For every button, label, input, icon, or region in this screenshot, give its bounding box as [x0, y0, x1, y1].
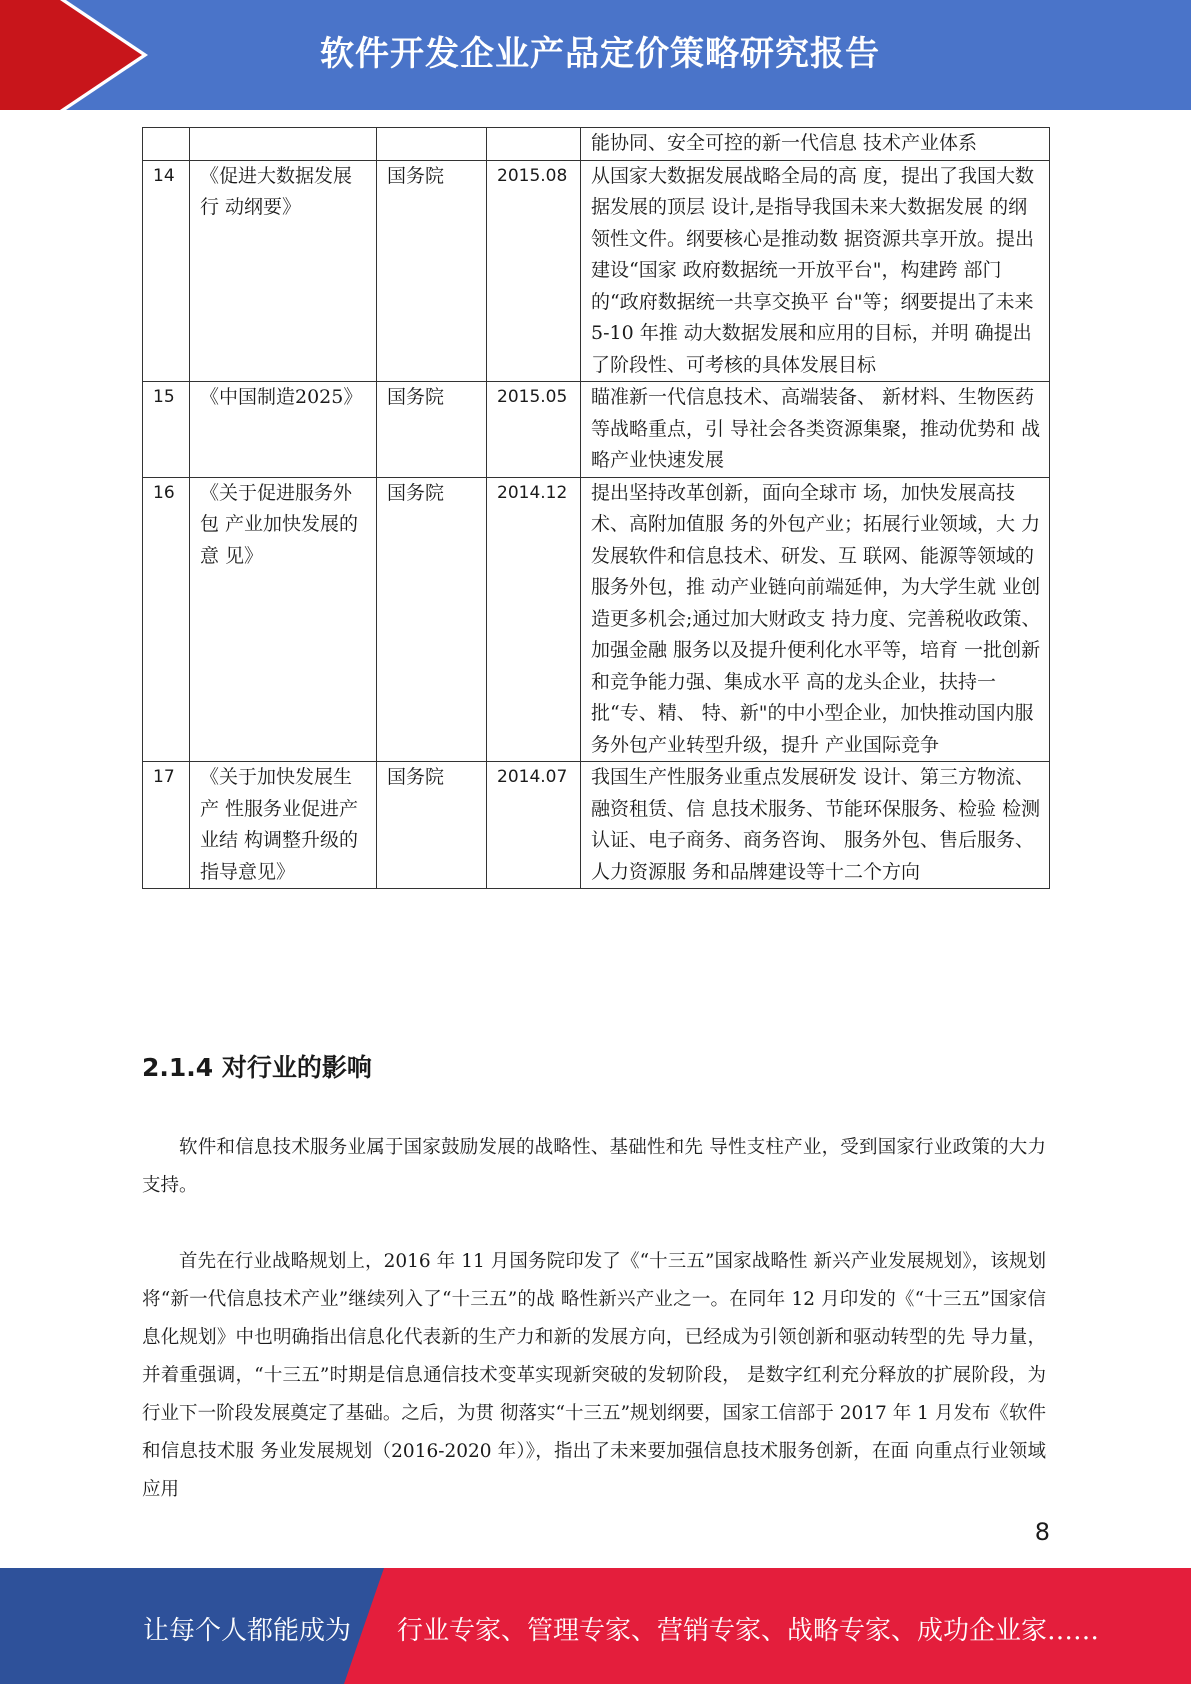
table-row	[143, 128, 1050, 161]
page-number: 8	[1034, 1518, 1050, 1546]
row-number: 17	[143, 762, 190, 889]
policy-table-body	[143, 128, 1050, 889]
issuer: 国务院	[377, 762, 487, 889]
issue-date: 2014.12	[487, 477, 581, 762]
policy-content: 我国生产性服务业重点发展研发 设计、第三方物流、融资租赁、信 息技术服务、节能环保服务、检验 检测认证、电子商务、商务咨询、 服务外包、售后服务、人力资源服 务和品牌建设等十二个方向	[581, 762, 1050, 889]
policy-name	[190, 128, 377, 161]
row-number: 16	[143, 477, 190, 762]
table-row	[143, 160, 1050, 382]
issue-date: 2015.08	[487, 160, 581, 382]
issue-date: 2014.07	[487, 762, 581, 889]
policy-content: 从国家大数据发展战略全局的高 度，提出了我国大数据发展的顶层 设计,是指导我国未来大数据发展 的纲领性文件。纲要核心是推动数 据资源共享开放。提出建设“国家 政府数据统一开放平台"，构建跨 部门的“政府数据统一共享交换平 台"等；纲要提出了未来 5-10 年推 动大数据发展和应用的目标，并明 确提出了阶段性、可考核的具体发展目标	[581, 160, 1050, 382]
row-number	[143, 128, 190, 161]
policy-name: 《关于促进服务外包 产业加快发展的意 见》	[190, 477, 377, 762]
policy-table	[142, 127, 1050, 889]
table-row	[143, 382, 1050, 478]
row-number: 14	[143, 160, 190, 382]
issue-date	[487, 128, 581, 161]
issue-date: 2015.05	[487, 382, 581, 478]
issuer: 国务院	[377, 160, 487, 382]
row-number: 15	[143, 382, 190, 478]
page-header	[0, 0, 1191, 110]
footer-slogan-right: 行业专家、管理专家、营销专家、战略专家、成功企业家……	[397, 1616, 1100, 1646]
issuer: 国务院	[377, 382, 487, 478]
policy-content: 瞄准新一代信息技术、高端装备、 新材料、生物医药等战略重点，引 导社会各类资源集聚，推动优势和 战略产业快速发展	[581, 382, 1050, 478]
body-paragraph: 首先在行业战略规划上，2016 年 11 月国务院印发了《“十三五”国家战略性 新兴产业发展规划》，该规划将“新一代信息技术产业”继续列入了“十三五”的战 略性新兴产业之一。在同年 12 月印发的《“十三五”国家信息化规划》中也明确指出信息化代表新的生产力和新的发展方向，已经成为引领创新和驱动转型的先 导力量，并着重强调，“十三五”时期是信息通信技术变革实现新突破的发轫阶段， 是数字红利充分释放的扩展阶段，为行业下一阶段发展奠定了基础。之后，为贯 彻落实“十三五”规划纲要，国家工信部于 2017 年 1 月发布《软件和信息技术服 务业发展规划（2016-2020 年）》，指出了未来要加强信息技术服务创新，在面 向重点行业领域应用	[142, 1251, 1046, 1500]
policy-content: 提出坚持改革创新，面向全球市 场，加快发展高技术、高附加值服 务的外包产业；拓展行业领域，大 力发展软件和信息技术、研发、互 联网、能源等领域的服务外包，推 动产业链向前端延伸，为大学生就 业创造更多机会;通过加大财政支 持力度、完善税收政策、加强金融 服务以及提升便利化水平等，培育 一批创新和竞争能力强、集成水平 高的龙头企业，扶持一批“专、精、 特、新"的中小型企业，加快推动国内服务外包产业转型升级，提升 产业国际竞争	[581, 477, 1050, 762]
policy-name: 《中国制造2025》	[190, 382, 377, 478]
issuer: 国务院	[377, 477, 487, 762]
table-row	[143, 477, 1050, 762]
table-row	[143, 762, 1050, 889]
page-footer	[0, 1568, 1191, 1684]
issuer	[377, 128, 487, 161]
policy-name: 《促进大数据发展行 动纲要》	[190, 160, 377, 382]
policy-name: 《关于加快发展生产 性服务业促进产业结 构调整升级的指导意见》	[190, 762, 377, 889]
section-heading: 2.1.4 对行业的影响	[142, 1053, 372, 1082]
body-paragraph: 软件和信息技术服务业属于国家鼓励发展的战略性、基础性和先 导性支柱产业，受到国家行业政策的大力支持。	[142, 1137, 1046, 1196]
footer-slogan-left: 让每个人都能成为	[143, 1616, 352, 1646]
policy-content: 能协同、安全可控的新一代信息 技术产业体系	[581, 128, 1050, 161]
document-title: 软件开发企业产品定价策略研究报告	[320, 34, 880, 74]
